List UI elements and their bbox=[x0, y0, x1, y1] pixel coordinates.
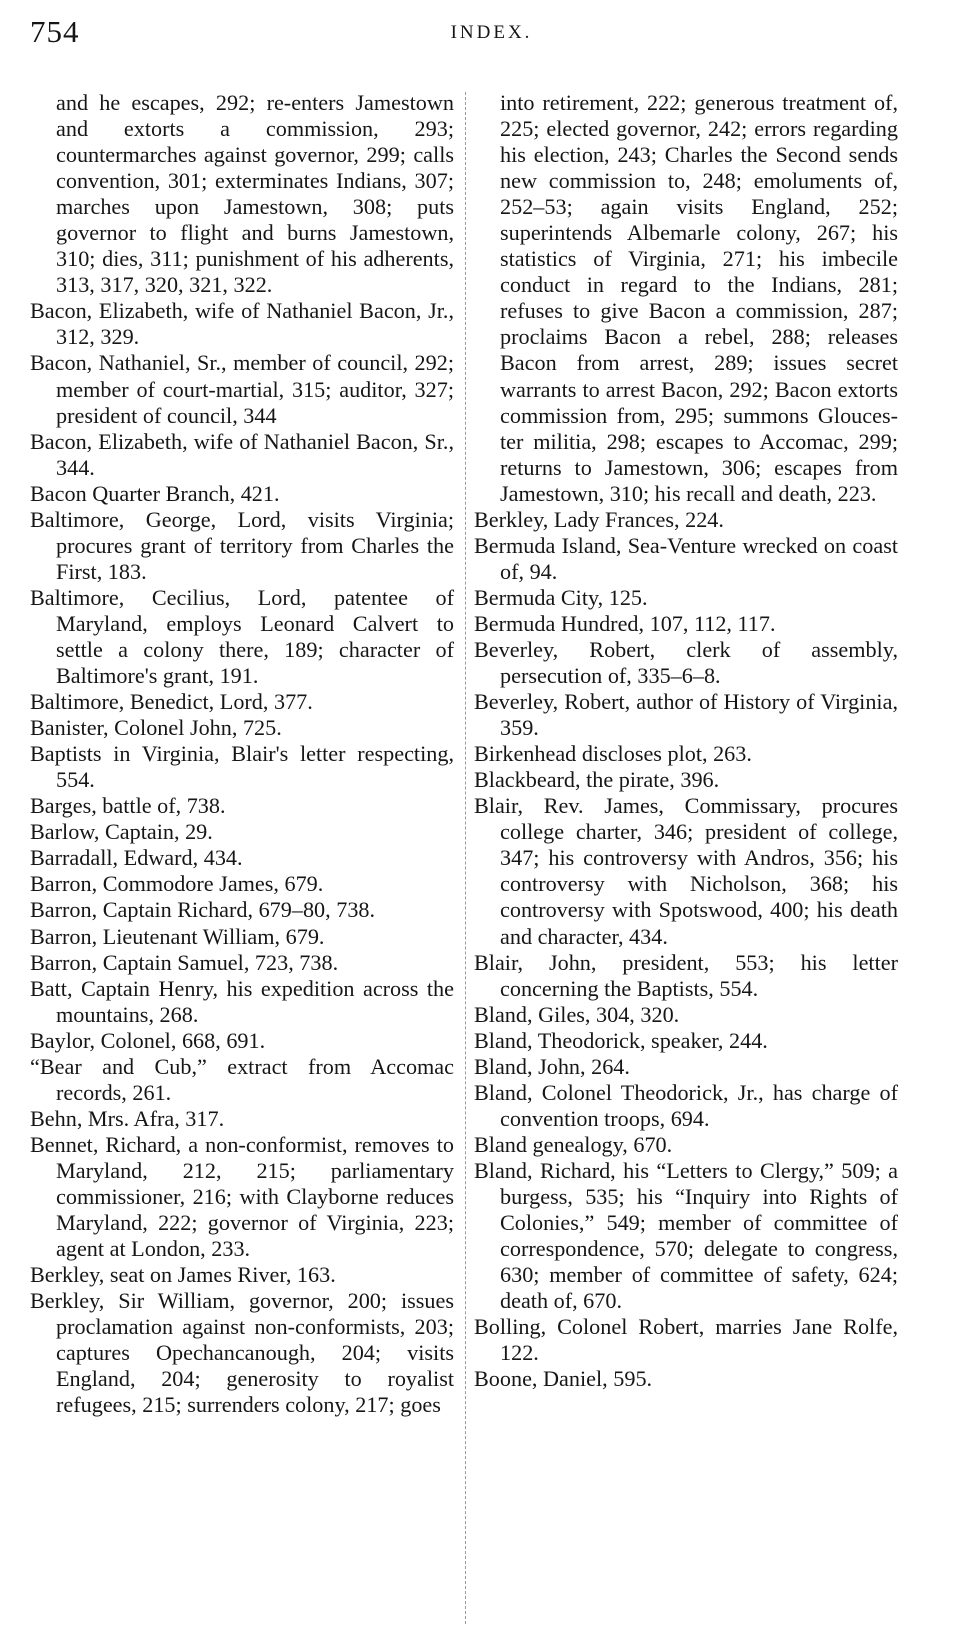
index-entry: Boone, Daniel, 595. bbox=[474, 1366, 653, 1392]
index-entry: Batt, Captain Henry, his expedition across the mountains, 268. bbox=[30, 975, 454, 1027]
index-entry: “Bear and Cub,” extract from Accomac records, 261. bbox=[30, 1053, 454, 1105]
index-entry: Bermuda Hundred, 107, 112, 117. bbox=[474, 610, 776, 636]
index-entry: Barron, Lieutenant William, 679. bbox=[30, 923, 325, 949]
index-entry: Blair, John, president, 553; his letter concerning the Baptists, 554. bbox=[474, 949, 898, 1001]
right-index-column bbox=[474, 90, 898, 1392]
index-entry: Bland genealogy, 670. bbox=[474, 1131, 673, 1157]
index-entry: Banister, Colonel John, 725. bbox=[30, 715, 282, 741]
index-entry: Berkley, seat on James River, 163. bbox=[30, 1262, 336, 1288]
column-divider bbox=[465, 92, 466, 1624]
index-entry: Behn, Mrs. Afra, 317. bbox=[30, 1105, 225, 1131]
index-entry: Bland, Colonel Theodorick, Jr., has charge of convention troops, 694. bbox=[474, 1079, 898, 1131]
index-entry: Barradall, Edward, 434. bbox=[30, 845, 243, 871]
index-entry: Barlow, Captain, 29. bbox=[30, 819, 213, 845]
index-entry: Barges, battle of, 738. bbox=[30, 793, 226, 819]
index-entry: Birkenhead discloses plot, 263. bbox=[474, 741, 752, 767]
index-entry: Blackbeard, the pirate, 396. bbox=[474, 767, 720, 793]
index-entry: Baltimore, George, Lord, visits Virginia; procures grant of territory from Charles the First, 183. bbox=[30, 506, 454, 584]
page-number: 754 bbox=[30, 14, 80, 49]
index-entry: Bacon, Elizabeth, wife of Nathaniel Bacon, Sr., 344. bbox=[30, 428, 454, 480]
index-entry: Baptists in Virginia, Blair's letter respecting, 554. bbox=[30, 741, 454, 793]
index-entry: Bennet, Richard, a non-conformist, removes to Maryland, 212, 215; parliamentary commissioner, 216; with Clayborne reduces Maryland, 222; governor of Virginia, 223; agent at London, 233. bbox=[30, 1131, 454, 1262]
index-entry: Baltimore, Cecilius, Lord, patentee of Maryland, employs Leonard Calvert to settle a colony there, 189; character of Baltimore's grant, 191. bbox=[30, 584, 454, 689]
index-entry: Berkley, Sir William, governor, 200; issues proclamation against non-conformists, 203; captures Opechancanough, 204; visits England, 204; generosity to royalist refugees, 215; surrenders colony, 217; goes bbox=[30, 1288, 454, 1418]
index-entry: Bacon, Nathaniel, Sr., member of council, 292; member of court-martial, 315; auditor, 327; president of council, 344 bbox=[30, 350, 454, 428]
index-entry: Bermuda Island, Sea-Venture wrecked on coast of, 94. bbox=[474, 532, 898, 584]
index-entry: Baylor, Colonel, 668, 691. bbox=[30, 1027, 266, 1053]
index-entry: Bland, Theodorick, speaker, 244. bbox=[474, 1027, 768, 1053]
index-entry: Bacon, Elizabeth, wife of Nathaniel Bacon, Jr., 312, 329. bbox=[30, 298, 454, 350]
index-entry: Bland, Richard, his “Letters to Clergy,” 509; a burgess, 535; his “Inquiry into Rights of Colonies,” 549; member of committee of correspondence, 570; delegate to congress, 630; member of committee of safety, 624; death of, 670. bbox=[474, 1157, 898, 1314]
index-entry: Baltimore, Benedict, Lord, 377. bbox=[30, 689, 313, 715]
index-entry: Barron, Commodore James, 679. bbox=[30, 871, 324, 897]
index-entry: Bacon Quarter Branch, 421. bbox=[30, 480, 280, 506]
index-entry: Bermuda City, 125. bbox=[474, 584, 648, 610]
running-title: INDEX. bbox=[450, 22, 533, 43]
index-entry: Bolling, Colonel Robert, marries Jane Rolfe, 122. bbox=[474, 1314, 898, 1366]
index-entry: Berkley, Lady Frances, 224. bbox=[474, 506, 724, 532]
index-entry: Beverley, Robert, clerk of assembly, persecution of, 335–6–8. bbox=[474, 636, 898, 689]
index-entry: Bland, Giles, 304, 320. bbox=[474, 1001, 680, 1027]
index-entry: Blair, Rev. James, Commissary, procures college charter, 346; president of college, 347; his controversy with Andros, 356; his controversy with Nicholson, 368; his controversy with Spotswood, 400; his death and character, 434. bbox=[474, 793, 898, 949]
index-entry: Bland, John, 264. bbox=[474, 1053, 630, 1079]
index-entry-continued: and he escapes, 292; re-enters Jamestown and extorts a commission, 293; countermarches against governor, 299; calls convention, 301; exterminates Indians, 307; marches upon Jamestown, 308; puts governor to flight and burns Jamestown, 310; dies, 311; punishment of his adherents, 313, 317, 320, 321, 322. bbox=[56, 90, 454, 298]
index-entry-continued: into retirement, 222; generous treatment of, 225; elected governor, 242; errors regarding his election, 243; Charles the Second sends new commission to, 248; emoluments of, 252–53; again visits England, 252; superintends Albemarle colony, 267; his statistics of Virginia, 271; his imbecile conduct in regard to the Indians, 281; refuses to give Bacon a commission, 287; proclaims Bacon a rebel, 288; releases Bacon from arrest, 289; issues secret warrants to arrest Bacon, 292; Bacon extorts commission from, 295; summons Gloucester militia, 298; escapes to Accomac, 299; returns to Jamestown, 306; escapes from Jamestown, 310; his recall and death, 223. bbox=[500, 90, 898, 506]
index-entry: Beverley, Robert, author of History of Virginia, 359. bbox=[474, 689, 898, 741]
left-index-column bbox=[30, 90, 454, 1418]
index-entry: Barron, Captain Samuel, 723, 738. bbox=[30, 949, 339, 975]
index-entry: Barron, Captain Richard, 679–80, 738. bbox=[30, 897, 376, 923]
